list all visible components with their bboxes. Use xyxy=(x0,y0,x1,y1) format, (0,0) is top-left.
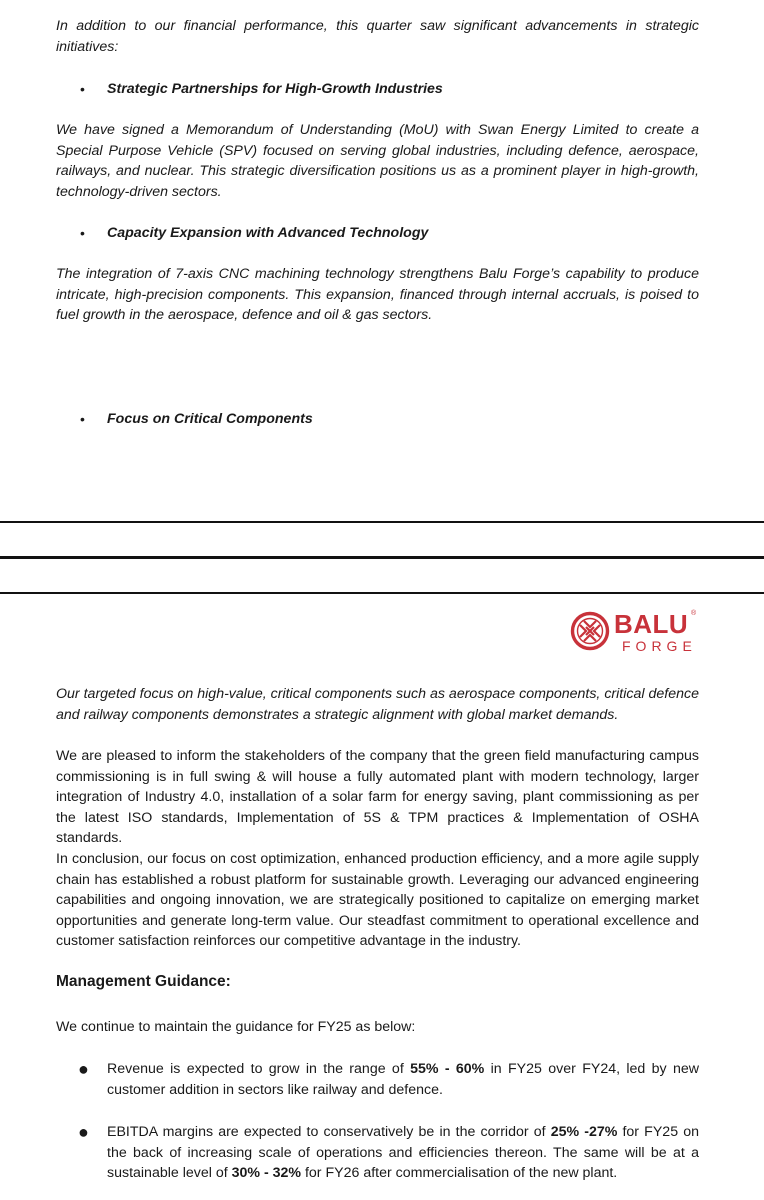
page-divider xyxy=(0,556,764,559)
guidance-intro: We continue to maintain the guidance for FY25 as below: xyxy=(56,1019,416,1035)
management-guidance-heading: Management Guidance: xyxy=(56,973,231,990)
logo-emblem-icon xyxy=(570,611,610,651)
ebitda-guidance: EBITDA margins are expected to conservatively be in the corridor of 25% -27% for FY25 on the back of increasing scale of operations and efficiencies thereon. The same will be at a sustainable level of 30% - 32% for FY26 after commercialisation of the new plant. xyxy=(107,1124,699,1182)
ebitda-fy25-range: 25% -27% xyxy=(550,1124,618,1140)
bullet-icon: • xyxy=(80,411,85,427)
intro-paragraph: In addition to our financial performance, this quarter saw significant advancements in strategic initiatives: xyxy=(56,18,699,55)
bullet-title: Capacity Expansion with Advanced Technology xyxy=(107,225,429,241)
bullet-icon: • xyxy=(80,225,85,241)
page-divider xyxy=(0,521,764,523)
list-item xyxy=(56,1059,699,1101)
conclusion-paragraph: In conclusion, our focus on cost optimization, enhanced production efficiency, and a more agile supply chain has established a robust platform for sustainable growth. Leveraging our advanced engineering capabilities and ongoing innovation, we are strategically positioned to capitalize on emerging market opportunities and generate long-term value. Our steadfast commitment to operational excellence and customer satisfaction reinforces our competitive advantage in the industry. xyxy=(56,851,699,950)
logo-subtitle: FORGE xyxy=(622,638,697,654)
list-item xyxy=(56,79,699,100)
logo-registered-mark: ® xyxy=(691,610,697,617)
bullet-title: Focus on Critical Components xyxy=(107,411,313,427)
list-item xyxy=(56,1122,699,1185)
bullet-icon: ● xyxy=(78,1059,89,1079)
bullet-title: Strategic Partnerships for High-Growth Industries xyxy=(107,81,443,97)
partnership-paragraph: We have signed a Memorandum of Understanding (MoU) with Swan Energy Limited to create a Special Purpose Vehicle (SPV) focused on serving global industries, including defence, aerospace, railways, and nuclear. This strategic diversification positions us as a prominent player in high-growth, technology-driven sectors. xyxy=(56,122,699,200)
list-item xyxy=(56,409,699,430)
page-divider xyxy=(0,592,764,594)
logo-wordmark: BALU xyxy=(614,609,689,639)
critical-components-paragraph: Our targeted focus on high-value, critical components such as aerospace components, critical defence and railway components demonstrates a strategic alignment with global market demands. xyxy=(56,686,699,723)
bullet-icon: • xyxy=(80,81,85,97)
list-item xyxy=(56,223,699,244)
ebitda-fy26-range: 30% - 32% xyxy=(231,1165,302,1182)
revenue-guidance: Revenue is expected to grow in the range of 55% - 60% in FY25 over FY24, led by new customer addition in sectors like railway and defence. xyxy=(107,1061,699,1098)
capacity-paragraph: The integration of 7-axis CNC machining technology strengthens Balu Forge’s capability to produce intricate, high-precision components. This expansion, financed through internal accruals, is poised to fuel growth in the aerospace, defence and oil & gas sectors. xyxy=(56,266,699,324)
balu-forge-logo xyxy=(570,608,705,656)
revenue-growth-range: 55% - 60% xyxy=(410,1061,485,1077)
bullet-icon: ● xyxy=(78,1122,89,1142)
campus-paragraph: We are pleased to inform the stakeholders of the company that the green field manufacturing campus commissioning is in full swing & will house a fully automated plant with modern technology, larger integration of Industry 4.0, installation of a solar farm for energy saving, plant commissioning as per the latest ISO standards, Implementation of 5S & TPM practices & Implementation of OSHA standards. xyxy=(56,748,699,847)
